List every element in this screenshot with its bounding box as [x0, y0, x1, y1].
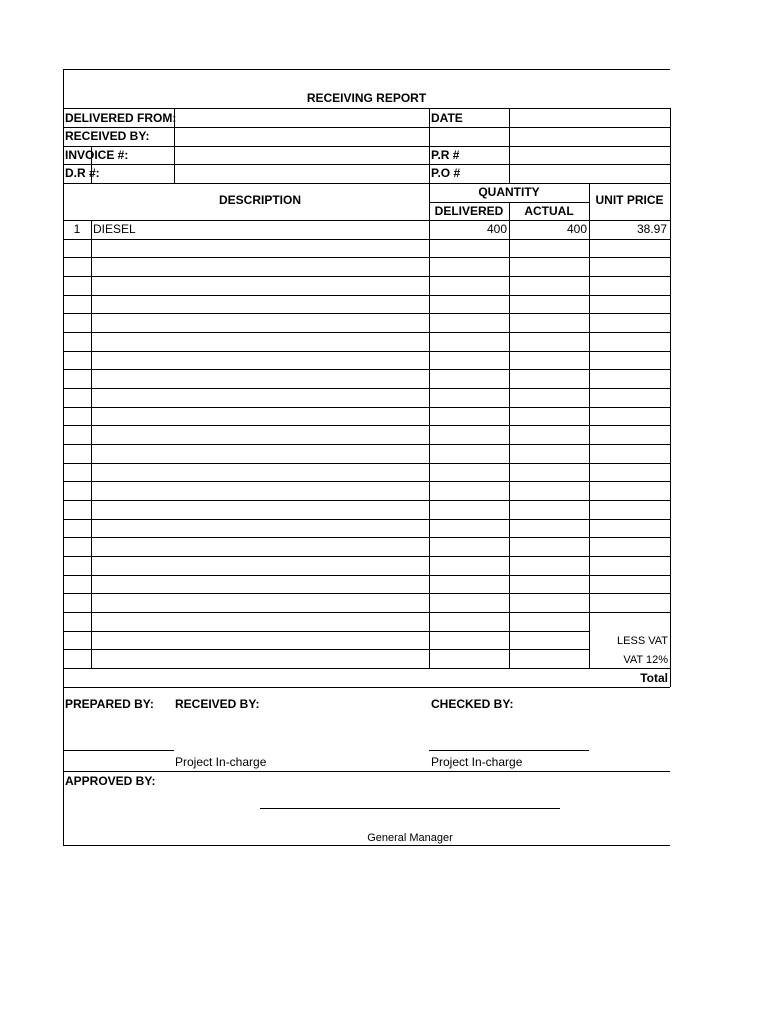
table-row-line [63, 519, 670, 520]
table-row-line [63, 500, 670, 501]
form-left-border [63, 69, 64, 845]
table-row-line [63, 257, 670, 258]
header-divider [509, 108, 510, 183]
table-col-line [509, 202, 510, 668]
signature-received-by-label: RECEIVED BY: [175, 697, 260, 711]
actual-header: ACTUAL [524, 204, 574, 218]
table-row-line [63, 239, 670, 240]
approved-by-label: APPROVED BY: [65, 774, 156, 788]
table-row-line [63, 556, 670, 557]
received-by-label: RECEIVED BY: [65, 129, 150, 143]
header-divider [429, 108, 430, 183]
header-line [63, 164, 670, 165]
report-title: RECEIVING REPORT [306, 91, 427, 105]
row-number: 1 [73, 222, 81, 236]
table-row-line [63, 444, 670, 445]
table-row-line [63, 649, 589, 650]
receiving-report-form [63, 69, 670, 845]
header-line [63, 108, 670, 109]
description-header: DESCRIPTION [218, 193, 301, 207]
header-right-border [670, 108, 671, 183]
table-row-line [63, 332, 670, 333]
table-row-line [63, 593, 670, 594]
delivered-from-label: DELIVERED FROM: [65, 111, 177, 125]
quantity-header: QUANTITY [478, 185, 540, 199]
prepared-signature-line [63, 750, 174, 751]
checked-role: Project In-charge [431, 755, 523, 769]
table-row-line [63, 425, 670, 426]
table-row-line [63, 295, 670, 296]
checked-signature-line [429, 750, 589, 751]
vat-label: VAT 12% [623, 654, 668, 666]
invoice-label: INVOICE #: [65, 148, 129, 162]
row-description: DIESEL [93, 222, 136, 236]
less-vat-label: LESS VAT [617, 635, 668, 647]
pr-label: P.R # [431, 148, 460, 162]
table-row-line [63, 463, 670, 464]
table-row-line [63, 668, 670, 669]
header-line [63, 146, 670, 147]
total-label: Total [640, 671, 668, 685]
date-label: DATE [431, 111, 463, 125]
row-actual: 400 [566, 222, 587, 236]
table-row-line [63, 388, 670, 389]
table-row-line [63, 369, 670, 370]
header-line [63, 127, 670, 128]
row-unit-price: 38.97 [636, 222, 667, 236]
table-row-line [63, 481, 670, 482]
table-row-line [63, 407, 670, 408]
po-label: P.O # [431, 166, 461, 180]
form-bottom-border [63, 845, 670, 846]
prepared-by-label: PREPARED BY: [65, 697, 154, 711]
table-row-line [63, 276, 670, 277]
delivered-header: DELIVERED [434, 204, 504, 218]
form-top-border [63, 69, 670, 70]
table-row-line [63, 537, 670, 538]
table-right-border [670, 183, 671, 687]
table-row-line [63, 631, 589, 632]
row-delivered: 400 [486, 222, 507, 236]
unit-price-header: UNIT PRICE [595, 193, 664, 207]
table-row-line [63, 351, 670, 352]
checked-by-label: CHECKED BY: [431, 697, 514, 711]
approved-role: General Manager [367, 832, 453, 844]
table-header-bottom [63, 220, 670, 221]
total-row-bottom [63, 687, 670, 688]
received-role: Project In-charge [175, 755, 267, 769]
approved-signature-line [260, 808, 560, 809]
table-row-line [63, 575, 670, 576]
approved-section-line [63, 771, 670, 772]
dr-label: D.R #: [65, 166, 100, 180]
header-line [63, 183, 670, 184]
table-row-line [63, 313, 670, 314]
table-row-line [63, 612, 670, 613]
